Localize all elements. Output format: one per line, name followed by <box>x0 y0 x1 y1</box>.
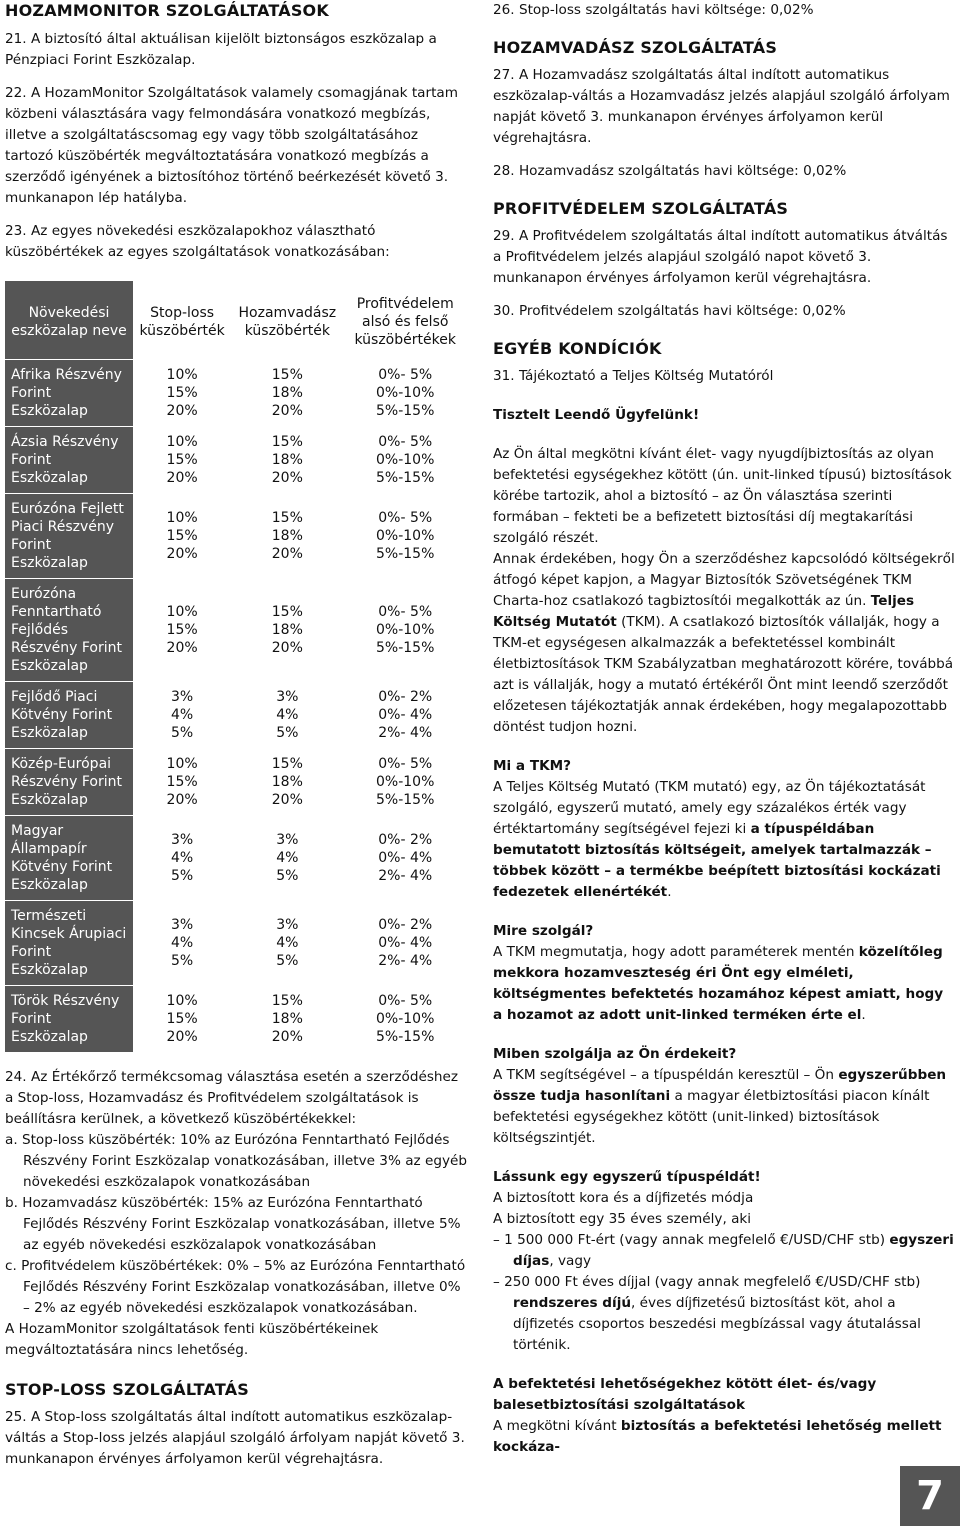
section-title-stoploss: STOP-LOSS SZOLGÁLTATÁS <box>5 1379 250 1399</box>
profitvedelem-cell: 0%- 5% 0%-10% 5%-15% <box>376 509 435 562</box>
list-c-lead: c. Profitvédelem küszöbértékek: <box>5 1257 223 1274</box>
answer2-part-a: A TKM megmutatja, hogy adott paraméterek mentén <box>493 944 859 960</box>
table-row <box>5 578 467 681</box>
answer1-part-a: A Teljes Költség Mutató (TKM mutató) egy, az Ön tájékoztatását szolgáló, egyszerű mutató, amely egy százalékos érték vagy értéktartomány segítségével fejezi ki <box>493 779 926 837</box>
question-mire-szolgal: Mire szolgál? <box>493 923 594 939</box>
section-title-profitvedelem: PROFITVÉDELEM SZOLGÁLTATÁS <box>493 199 789 218</box>
example-age: A biztosított egy 35 éves személy, aki <box>493 1211 752 1227</box>
left-column <box>5 0 467 1470</box>
profitvedelem-cell: 0%- 5% 0%-10% 5%-15% <box>376 433 435 486</box>
header-fund-name: Növekedési eszközalap neve <box>5 281 133 359</box>
list-a-lead: a. Stop-loss küszöbérték: <box>5 1131 176 1148</box>
right-column <box>493 0 955 1458</box>
paragraph-25: 25. A Stop-loss szolgáltatás által indított automatikus eszközalap-váltás a Stop-loss jelzés alapjául szolgáló árfolyam napját követő 3. munkanapon érvényes árfolyamon kerül végrehajtásra. <box>5 1408 465 1467</box>
list-a-text: 10% az Eurózóna Fenntartható Fejlődés Részvény Forint Eszközalap vonatkozásában, illetve 3% az egyéb növekedési eszközalapok vonatkozásában <box>23 1131 468 1190</box>
answer2-end: . <box>861 1007 866 1023</box>
hozamvadasz-cell: 15% 18% 20% <box>271 433 303 486</box>
table-row <box>5 985 467 1052</box>
example-subheading: A biztosított kora és a díjfizetés módja <box>493 1190 754 1206</box>
hozamvadasz-cell: 15% 18% 20% <box>271 992 303 1045</box>
fund-name-cell: Eurózóna Fenntartható Fejlődés Részvény Forint Eszközalap <box>5 578 133 681</box>
hozamvadasz-cell: 3% 4% 5% <box>276 916 299 969</box>
question-miben-szolgalja: Miben szolgálja az Ön érdekeit? <box>493 1046 737 1062</box>
question-mi-a-tkm: Mi a TKM? <box>493 758 572 774</box>
stoploss-cell: 10% 15% 20% <box>166 603 198 656</box>
list-item-a <box>5 1130 468 1193</box>
section-title-hozamvadasz: HOZAMVADÁSZ SZOLGÁLTATÁS <box>493 38 778 57</box>
paragraph-27: 27. A Hozamvadász szolgáltatás által indított automatikus eszközalap-váltás a Hozamvadász jelzés alapjául szolgáló árfolyam napját követő 3. munkanapon érvényes árfolyamon kerül végrehajtásra. <box>493 67 950 146</box>
paragraph-31: 31. Tájékoztató a Teljes Költség Mutatóról <box>493 368 774 384</box>
list-item-c <box>5 1256 467 1319</box>
table-row <box>5 426 467 493</box>
list-b-lead: b. Hozamvadász küszöbérték: <box>5 1194 209 1211</box>
table-row <box>5 493 467 578</box>
dash2-part-a: – 250 000 Ft éves díjjal (vagy annak megfelelő €/USD/CHF stb) <box>493 1274 921 1290</box>
header-hozamvadasz: Hozamvadász küszöbérték <box>238 305 337 339</box>
investment-linked-text <box>493 1416 955 1458</box>
example-regular-premium <box>493 1272 955 1356</box>
list-c-text: 0% – 5% az Eurózóna Fenntartható Fejlődés Részvény Forint Eszközalap vonatkozásában, illetve 0% – 2% az egyéb növekedési eszközalapok vonatkozásában. <box>23 1257 466 1316</box>
hozamvadasz-cell: 15% 18% 20% <box>271 603 303 656</box>
threshold-table <box>5 281 467 1053</box>
paragraph-21: 21. A biztosító által aktuálisan kijelölt biztonságos eszközalap a Pénzpiaci Forint Eszközalap. <box>5 31 437 68</box>
intro2-part-a: Annak érdekében, hogy Ön a szerződéshez kapcsolódó költségekről átfogó képet kapjon, a Magyar Biztosítók Szövetségének TKM Charta-hoz csatlakozó tagbiztosítói megalkották az ún. <box>493 551 955 609</box>
fund-name-cell: Természeti Kincsek Árupiaci Forint Eszközalap <box>5 900 133 985</box>
intro2-part-c: (TKM). A csatlakozó biztosítók vállalják, hogy a TKM-et egységesen alkalmazzák a befektetéssel kombinált életbiztosítások TKM Szabályzatban meghatározott körére, továbbá azt is vállalják, hogy a mutató értékéről Önt mint leendő szerződőt előzetesen tájékoztatják annak érdekében, hogy megalapozottabb döntést tudjon hozni. <box>493 614 954 735</box>
section-investment-linked: A befektetési lehetőségekhez kötött élet- és/vagy balesetbiztosítási szolgáltatások <box>493 1376 877 1413</box>
list-b-text: 15% az Eurózóna Fenntartható Fejlődés Részvény Forint Eszközalap vonatkozásában, illetve 5% az egyéb növekedési eszközalapok vonatkozásában <box>23 1194 461 1253</box>
profitvedelem-cell: 0%- 5% 0%-10% 5%-15% <box>376 603 435 656</box>
header-stoploss: Stop-loss küszöbérték <box>139 305 225 339</box>
paragraph-29: 29. A Profitvédelem szolgáltatás által indított automatikus átváltás a Profitvédelem jelzés alapjául szolgáló napot követő 3. munkanapon érvényes árfolyamon kerül végrehajtásra. <box>493 228 948 286</box>
hozamvadasz-cell: 15% 18% 20% <box>271 366 303 419</box>
paragraph-24-end: A HozamMonitor szolgáltatások fenti küszöbértékeinek megváltoztatására nincs lehetőség. <box>5 1320 379 1358</box>
fund-name-cell: Afrika Részvény Forint Eszközalap <box>5 359 133 426</box>
table-row <box>5 681 467 748</box>
answer1-bold: a típuspéldában bemutatott biztosítás költségeit, amelyek tartalmazzák – többek között – a termékbe beépített biztosítási kockázati fedezetek ellenértékét <box>493 821 941 900</box>
profitvedelem-cell: 0%- 2% 0%- 4% 2%- 4% <box>378 916 433 969</box>
paragraph-22: 22. A HozamMonitor Szolgáltatások valamely csomagjának tartam közbeni választására vagy felmondására vonatkozó megbízás, illetve a szolgáltatáscsomag egy vagy több szolgáltatásához tartozó küszöbérték megváltoztatására vonatkozó megbízás a szerződő igényének a biztosítóhoz történő beérkezését követő 3. munkanapon lép hatályba. <box>5 85 459 206</box>
table-row <box>5 900 467 985</box>
fund-name-cell: Magyar Állampapír Kötvény Forint Eszközalap <box>5 815 133 900</box>
paragraph-26: 26. Stop-loss szolgáltatás havi költsége: 0,02% <box>493 2 814 18</box>
paragraph-30: 30. Profitvédelem szolgáltatás havi költsége: 0,02% <box>493 303 846 319</box>
stoploss-cell: 3% 4% 5% <box>171 831 194 884</box>
stoploss-cell: 3% 4% 5% <box>171 688 194 741</box>
greeting: Tisztelt Leendő Ügyfelünk! <box>493 407 700 423</box>
table-row <box>5 815 467 900</box>
profitvedelem-cell: 0%- 2% 0%- 4% 2%- 4% <box>378 831 433 884</box>
answer-mi-a-tkm <box>493 777 955 903</box>
stoploss-cell: 10% 15% 20% <box>166 509 198 562</box>
profitvedelem-cell: 0%- 2% 0%- 4% 2%- 4% <box>378 688 433 741</box>
paragraph-28: 28. Hozamvadász szolgáltatás havi költsége: 0,02% <box>493 163 847 179</box>
list-item-b <box>5 1193 467 1256</box>
profitvedelem-cell: 0%- 5% 0%-10% 5%-15% <box>376 992 435 1045</box>
table-body <box>5 359 467 1052</box>
answer2-bold: közelítőleg mekkora hozamveszteség éri Önt egy elméleti, költségmentes befektetés hozamához képest amiatt, hogy a hozamot az adott unit-linked terméken érte el <box>493 944 944 1023</box>
stoploss-cell: 10% 15% 20% <box>166 755 198 808</box>
stoploss-cell: 10% 15% 20% <box>166 433 198 486</box>
dash1-part-a: – 1 500 000 Ft-ért (vagy annak megfelelő €/USD/CHF stb) <box>493 1232 890 1248</box>
section-title-egyeb: EGYÉB KONDÍCIÓK <box>493 339 662 358</box>
table-row <box>5 748 467 815</box>
header-profitvedelem: Profitvédelem alsó és felső küszöbértékek <box>354 296 456 348</box>
profitvedelem-cell: 0%- 5% 0%-10% 5%-15% <box>376 366 435 419</box>
fund-name-cell: Török Részvény Forint Eszközalap <box>5 985 133 1052</box>
paragraph-23: 23. Az egyes növekedési eszközalapokhoz választható küszöbértékek az egyes szolgáltatások vonatkozásában: <box>5 223 390 260</box>
answer-mire-szolgal <box>493 942 955 1026</box>
hozamvadasz-cell: 3% 4% 5% <box>276 688 299 741</box>
example-single-premium <box>493 1230 955 1272</box>
investment-part-a: A megkötni kívánt <box>493 1418 621 1434</box>
fund-name-cell: Fejlődő Piaci Kötvény Forint Eszközalap <box>5 681 133 748</box>
hozamvadasz-cell: 15% 18% 20% <box>271 509 303 562</box>
stoploss-cell: 3% 4% 5% <box>171 916 194 969</box>
page-number: 7 <box>900 1466 960 1526</box>
hozamvadasz-cell: 15% 18% 20% <box>271 755 303 808</box>
intro-paragraph-2 <box>493 549 955 738</box>
answer3-end: a magyar életbiztosítási piacon kínált befektetési egységekhez kötött (unit-linked) biztosítások költségszintjét. <box>493 1088 930 1146</box>
dash2-end: , éves díjfizetésű biztosítást köt, ahol a díjfizetés csoportos beszedési megbízással vagy átutalással történik. <box>513 1295 921 1353</box>
fund-name-cell: Közép-Európai Részvény Forint Eszközalap <box>5 748 133 815</box>
fund-name-cell: Ázsia Részvény Forint Eszközalap <box>5 426 133 493</box>
section-title-hozammonitor: HOZAMMONITOR SZOLGÁLTATÁSOK <box>5 1 329 20</box>
investment-bold: biztosítás a befektetési lehetőség mellett kockáza- <box>493 1418 942 1455</box>
stoploss-cell: 10% 15% 20% <box>166 992 198 1045</box>
dash1-bold: egyszeri díjas <box>513 1232 954 1269</box>
answer1-end: . <box>667 884 672 900</box>
stoploss-cell: 10% 15% 20% <box>166 366 198 419</box>
intro2-tkm: Teljes Költség Mutatót <box>493 593 915 630</box>
paragraph-24: 24. Az Értékőrző termékcsomag választása esetén a szerződéshez a Stop-loss, Hozamvadász és Profitvédelem szolgáltatások is beállításra kerülnek, a következő küszöbértékekkel: <box>5 1068 459 1127</box>
intro-paragraph-1: Az Ön által megkötni kívánt élet- vagy nyugdíjbiztosítás az olyan befektetési egységekhez kötött (ún. unit-linked típusú) biztosítások körébe tartozik, ahol a biztosító – az Ön választása szerinti formában – fekteti be a befizetett biztosítási díj megtakarítási szolgáló részét. <box>493 446 952 546</box>
dash1-end: , vagy <box>549 1253 592 1269</box>
dash2-bold: rendszeres díjú <box>513 1295 632 1311</box>
hozamvadasz-cell: 3% 4% 5% <box>276 831 299 884</box>
table-row <box>5 359 467 426</box>
answer3-part-a: A TKM segítségével – a típuspéldán keresztül – Ön <box>493 1067 839 1083</box>
answer3-bold: egyszerűbben össze tudja hasonlítani <box>493 1067 947 1104</box>
fund-name-cell: Eurózóna Fejlett Piaci Részvény Forint Eszközalap <box>5 493 133 578</box>
example-heading: Lássunk egy egyszerű típuspéldát! <box>493 1169 761 1185</box>
answer-miben-szolgalja <box>493 1065 955 1149</box>
table-header-row <box>5 281 467 359</box>
profitvedelem-cell: 0%- 5% 0%-10% 5%-15% <box>376 755 435 808</box>
